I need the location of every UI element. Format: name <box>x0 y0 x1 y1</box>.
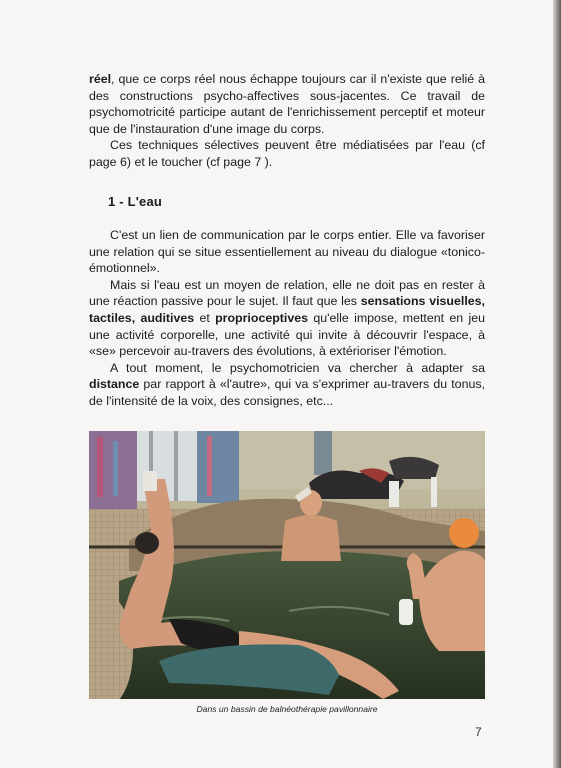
page-edge-shadow <box>553 0 561 768</box>
photo-illustration <box>89 431 485 699</box>
bold-text: sensations visuelles, tactiles, auditives <box>89 294 485 325</box>
swim-cap <box>449 518 479 548</box>
paragraph <box>89 71 485 137</box>
paragraph: C'est un lien de communication par le corps entier. Elle va favoriser une relation qui se situe essentiellement au niveau du dialogue «tonico-émotionnel». <box>89 228 485 276</box>
text: qu'elle impose, mettent en jeu une activité corporelle, une activité qui invite à découvrir l'espace, à «se» percevoir au-travers des évolutions, à extérioriser l'émotion. <box>89 310 485 359</box>
text: par rapport à «l'autre», qui va s'exprimer au-travers du tonus, de l'intensité de la voix, des consignes, etc... <box>89 377 485 408</box>
text: et <box>194 310 216 325</box>
text: A tout moment, le psychomotricien va chercher à adapter sa <box>110 360 485 375</box>
bold-text: réel <box>89 72 112 86</box>
balneotherapy-photo <box>89 431 485 699</box>
text-block-water <box>89 227 485 410</box>
paragraph <box>89 277 485 360</box>
therapist-center <box>281 515 341 561</box>
paragraph: Ces techniques sélectives peuvent être médiatisées par l'eau (cf page 6) et le toucher (cf page 7 ). <box>89 138 485 169</box>
bold-text: distance <box>89 377 140 392</box>
bold-text: proprioceptives <box>215 310 309 325</box>
curtain-right <box>197 431 239 503</box>
text-block-intro <box>89 71 485 171</box>
photo-caption: Dans un bassin de balnéothérapie pavillonnaire <box>196 704 378 714</box>
text: Mais si l'eau est un moyen de relation, elle ne doit pas en rester à une réaction passive pour le sujet. Il faut que les <box>89 277 485 309</box>
text: , que ce corps réel nous échappe toujours car il n'existe que relié à des constructions psycho-affectives sous-jacentes. Ce travail de psychomotricité participe autant de l'enrichissement perceptif et moteur que de l'instauration d'une image du corps. <box>89 72 485 136</box>
page-number: 7 <box>475 725 482 739</box>
section-heading: 1 - L'eau <box>108 194 163 209</box>
paragraph <box>89 360 485 410</box>
